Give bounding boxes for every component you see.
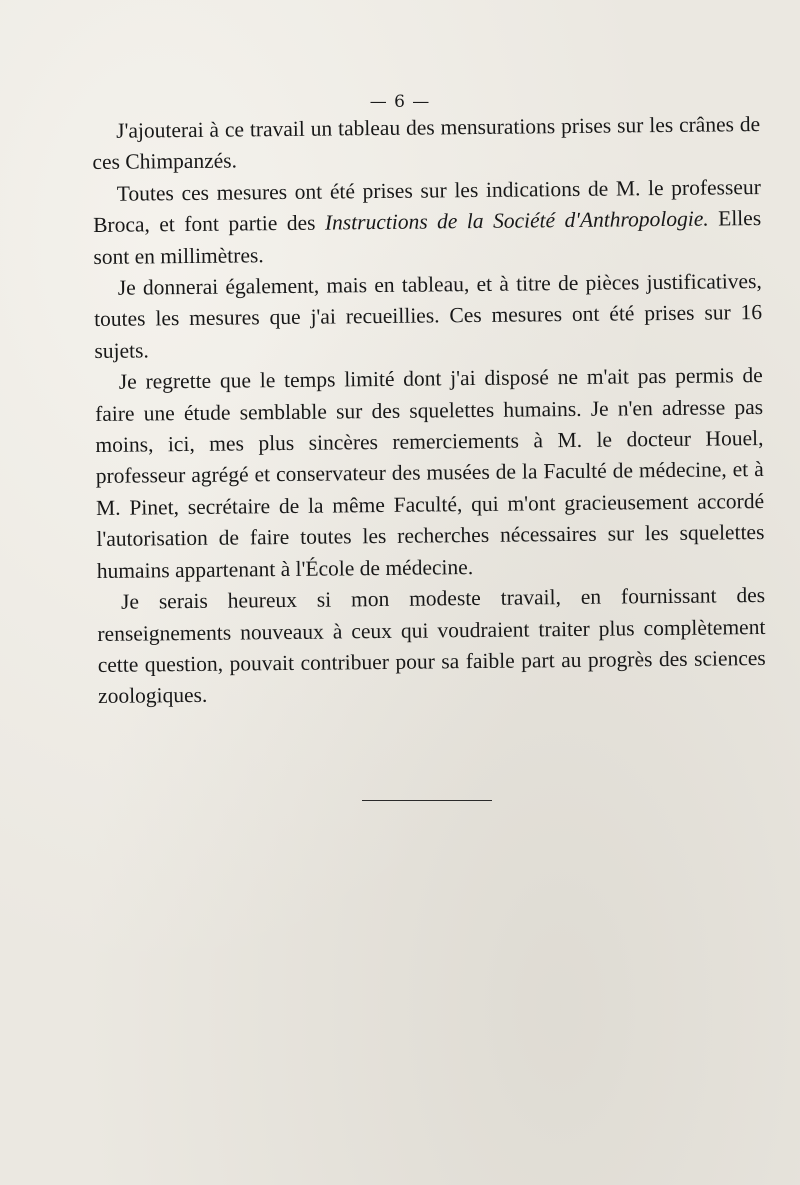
paragraph: Je donnerai également, mais en tableau, et à titre de pièces justificatives, toutes les mesures que j'ai recueillies. Ces mesures ont été prises sur 16 sujets. bbox=[94, 269, 763, 363]
paragraph: Je serais heureux si mon modeste travail, en fournissant des renseignements nouveaux à ceux qui voudraient traiter plus complètement cette question, pouvait contribuer pour sa faible part au progrès des sciences zoologiques. bbox=[97, 583, 766, 709]
paragraph: Toutes ces mesures ont été prises sur les indications de M. le professeur Broca, et font partie des Instructions de la Société d'Anthropologie. Elles sont en millimètres. bbox=[93, 174, 762, 269]
separator-rule bbox=[362, 800, 492, 801]
page-number: — 6 — bbox=[369, 92, 431, 112]
body-text bbox=[92, 109, 766, 713]
paragraph: Je regrette que le temps limité dont j'ai disposé ne m'ait pas permis de faire une étude semblable sur des squelettes humains. Je n'en adresse pas moins, ici, mes plus sincères remerciements à M. le docteur Houel, professeur agrégé et conservateur des musées de la Faculté de médecine, et à M. Pinet, secrétaire de la même Faculté, qui m'ont gracieusement accordé l'autorisation de faire toutes les recherches nécessaires sur les squelettes humains appartenant à l'École de médecine. bbox=[94, 363, 765, 583]
paragraph: J'ajouterai à ce travail un tableau des mensurations prises sur les crânes de ces Chimpanzés. bbox=[92, 112, 761, 175]
italic-title: Instructions de la Société d'Anthropologie. bbox=[324, 206, 709, 235]
